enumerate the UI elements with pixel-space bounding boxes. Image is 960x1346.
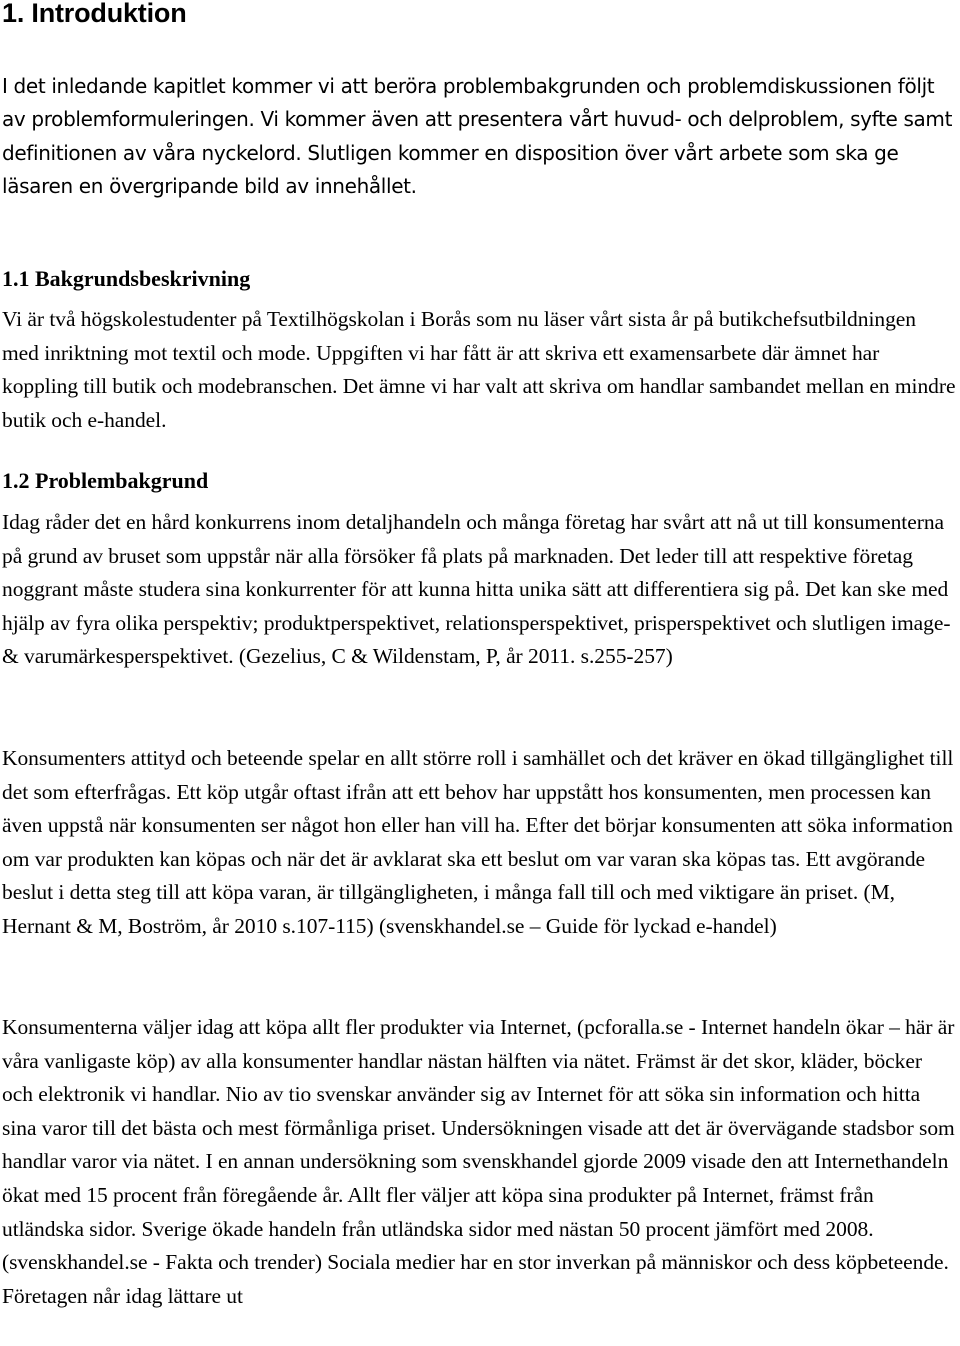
- section-paragraph: Idag råder det en hård konkurrens inom detaljhandeln och många företag har svårt att nå ut till konsumenterna på grund av bruset som uppstår när alla försöker få plats på marknaden. Det leder till att respektive företag noggrant måste studera sina konkurrenter för att kunna hitta unika sätt att differentiera sig på. Det kan ske med hjälp av fyra olika perspektiv; produktperspektivet, relationsperspektivet, prisperspektivet och slutligen image- & varumärkesperspektivet. (Gezelius, C & Wildenstam, P, år 2011. s.255-257): [2, 510, 951, 669]
- section-paragraph: Konsumenters attityd och beteende spelar en allt större roll i samhället och det kräver en ökad tillgänglighet till det som efterfrågas. Ett köp utgår oftast ifrån att ett behov har uppstått hos konsumenten, men processen kan även uppstå när konsumenten ser något hon eller han vill ha. Efter det börjar konsumenten att söka information om var produkten kan köpas och när det är avklarat ska ett beslut om var varan ska köpas tas. Ett avgörande beslut i detta steg till att köpa varan, är tillgängligheten, i många fall till och med viktigare än priset. (M, Hernant & M, Boström, år 2010 s.107-115) (svenskhandel.se – Guide för lyckad e-handel): [2, 746, 954, 938]
- section-paragraph: Vi är två högskolestudenter på Textilhögskolan i Borås som nu läser vårt sista år på butikchefsutbildningen med inriktning mot textil och mode. Uppgiften vi har fått är att skriva ett examensarbete där ämnet har koppling till butik och modebranschen. Det ämne vi har valt att skriva om handlar sambandet mellan en mindre butik och e-handel.: [2, 307, 956, 432]
- section-paragraph: Konsumenterna väljer idag att köpa allt fler produkter via Internet, (pcforalla.se - Internet handeln ökar – här är våra vanligaste köp) av alla konsumenter handlar nästan hälften via nätet. Främst är det skor, kläder, böcker och elektronik vi handlar. Nio av tio svenskar använder sig av Internet för att söka sin information och hitta sina varor till det bästa och mest förmånliga priset. Undersökningen visade att det är övervägande stadsbor som handlar varor via nätet. I en annan undersökning som svenskhandel gjorde 2009 visade den att Internethandeln ökat med 15 procent från föregående år. Allt fler väljer att köpa sina produkter på Internet, främst från utländska sidor. Sverige ökade handeln från utländska sidor med nästan 50 procent jämfört med 2008. (svenskhandel.se - Fakta och trender) Sociala medier har en stor inverkan på människor och dess köpbeteende. Företagen når idag lättare ut: [2, 1015, 955, 1308]
- section-heading-bakgrundsbeskrivning: 1.1 Bakgrundsbeskrivning: [2, 266, 251, 291]
- chapter-title: 1. Introduktion: [2, 0, 187, 28]
- chapter-intro-paragraph: I det inledande kapitlet kommer vi att beröra problembakgrunden och problemdiskussionen följt av problemformuleringen. Vi kommer även att presentera vårt huvud- och delproblem, syfte samt definitionen av våra nyckelord. Slutligen kommer en disposition över vårt arbete som ska ge läsaren en övergripande bild av innehållet.: [2, 74, 953, 199]
- section-heading-problembakgrund: 1.2 Problembakgrund: [2, 468, 209, 493]
